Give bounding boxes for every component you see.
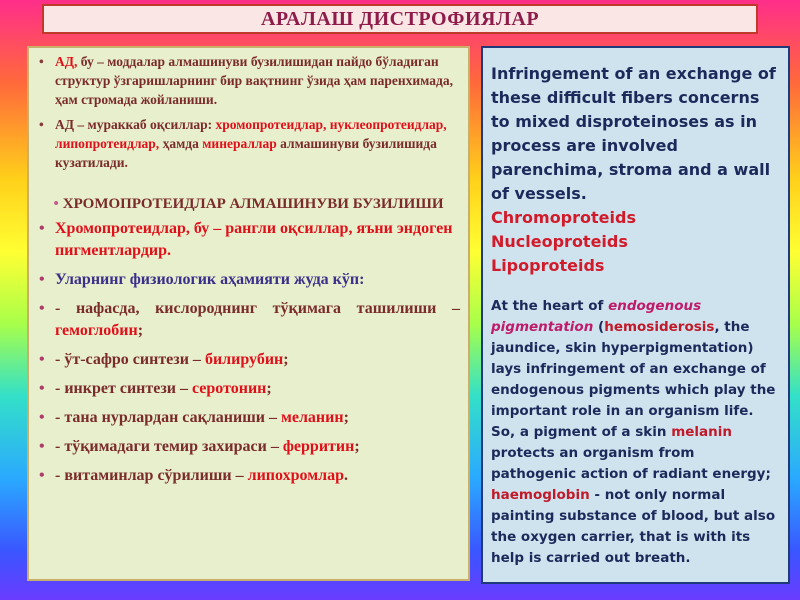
list-item xyxy=(37,218,460,262)
list-item-red: липохромлар xyxy=(247,467,344,484)
left-panel xyxy=(27,46,470,581)
section-heading-text: ХРОМОПРОТЕИДЛАР АЛМАШИНУВИ БУЗИЛИШИ xyxy=(62,196,444,212)
bullet-icon: • xyxy=(39,300,45,317)
intro-text-2c: алмашинуви бузилишида кузатилади. xyxy=(55,136,437,170)
bullet-icon: • xyxy=(53,196,59,212)
bullet-icon: • xyxy=(39,271,45,288)
list-item-punct: . xyxy=(343,467,348,484)
bullet-icon: • xyxy=(39,380,45,397)
body-text: , the jaundice, skin hyperpigmentation) lays infringement of an exchange of endogenous pigments which play the important role in an organism life. So, a pigment of a skin xyxy=(491,319,776,440)
list-item xyxy=(37,378,460,400)
protein-list-item: Lipoproteids xyxy=(491,256,605,275)
list-item-text: - тана нурлардан сақланиши – xyxy=(55,409,281,426)
list-item-red: Хромопротеидлар, бу – рангли оқсиллар, яъни эндоген пигментлардир. xyxy=(55,220,453,259)
bullet-icon: • xyxy=(39,54,44,69)
body-highlight: haemoglobin xyxy=(491,487,590,503)
list-item-text: - тўқимадаги темир захираси – xyxy=(55,438,283,455)
list-item-red: меланин xyxy=(280,409,344,426)
bullet-icon: • xyxy=(39,409,45,426)
intro-text-2-red2: минераллар xyxy=(202,136,277,151)
list-item-text: - ўт-сафро синтези – xyxy=(55,351,205,368)
intro-bullet-1 xyxy=(37,52,460,109)
english-body xyxy=(491,296,782,569)
body-text: At the heart of xyxy=(491,298,609,314)
bullet-icon: • xyxy=(39,467,45,484)
list-item-red: гемоглобин xyxy=(55,322,138,339)
section-heading xyxy=(37,194,460,214)
list-item-punct: ; xyxy=(137,322,144,339)
body-emphasis: endogenous pigmentation xyxy=(491,298,702,335)
list-item-text: - витаминлар сўрилиши – xyxy=(55,467,248,484)
list-item-red: серотонин xyxy=(192,380,267,397)
bullet-icon: • xyxy=(39,220,45,237)
protein-list-item: Nucleoproteids xyxy=(491,232,628,251)
protein-list-item: Chromoproteids xyxy=(491,208,636,227)
intro-bullet-2 xyxy=(37,115,460,172)
intro-text-1: бу – моддалар алмашинуви бузилишидан пайдо бўладиган структур ўзгаришларнинг бир вақтнинг ўзида ҳам паренхимада, ҳам стромада жойланиши. xyxy=(55,54,453,107)
right-panel xyxy=(481,46,790,584)
bullet-icon: • xyxy=(39,438,45,455)
list-item xyxy=(37,349,460,371)
list-item-punct: ; xyxy=(283,351,289,368)
body-text: ( xyxy=(593,319,605,335)
slide-title: АРАЛАШ ДИСТРОФИЯЛАР xyxy=(42,4,758,34)
list-item xyxy=(37,407,460,429)
list-item-text: - нафасда, кислороднинг тўқимага ташилиши – xyxy=(55,300,460,317)
list-item-punct: ; xyxy=(343,409,349,426)
list-item xyxy=(37,465,460,487)
ad-abbrev: АД, xyxy=(55,54,78,69)
list-item xyxy=(37,269,460,291)
body-text: - not only normal painting substance of blood, but also the oxygen carrier, that is with its help is carried out breath. xyxy=(491,487,776,566)
intro-text-2a: АД – мураккаб оқсиллар: xyxy=(55,117,216,132)
list-item xyxy=(37,436,460,458)
intro-text-2-red1: хромопротеидлар, нуклеопротеидлар, липопротеидлар, xyxy=(55,117,447,151)
bullet-icon: • xyxy=(39,351,45,368)
list-item-text: Уларнинг физиологик аҳамияти жуда кўп: xyxy=(55,271,365,288)
list-item-red: билирубин xyxy=(204,351,284,368)
body-highlight: melanin xyxy=(671,424,732,440)
protein-list xyxy=(491,206,782,278)
intro-text-2b: ҳамда xyxy=(159,136,203,151)
body-text: protects an organism from pathogenic action of radiant energy; xyxy=(491,445,771,482)
list-item-text: - инкрет синтези – xyxy=(55,380,192,397)
body-highlight: hemosiderosis xyxy=(604,319,715,335)
list-item-red: ферритин xyxy=(282,438,355,455)
list-item xyxy=(37,298,460,342)
bullet-icon: • xyxy=(39,117,44,132)
english-intro: Infringement of an exchange of these difficult fibers concerns to mixed disproteinoses as in process are involved parenchima, stroma and a wall of vessels. xyxy=(491,64,776,203)
list-item-punct: ; xyxy=(354,438,360,455)
list-item-punct: ; xyxy=(266,380,272,397)
